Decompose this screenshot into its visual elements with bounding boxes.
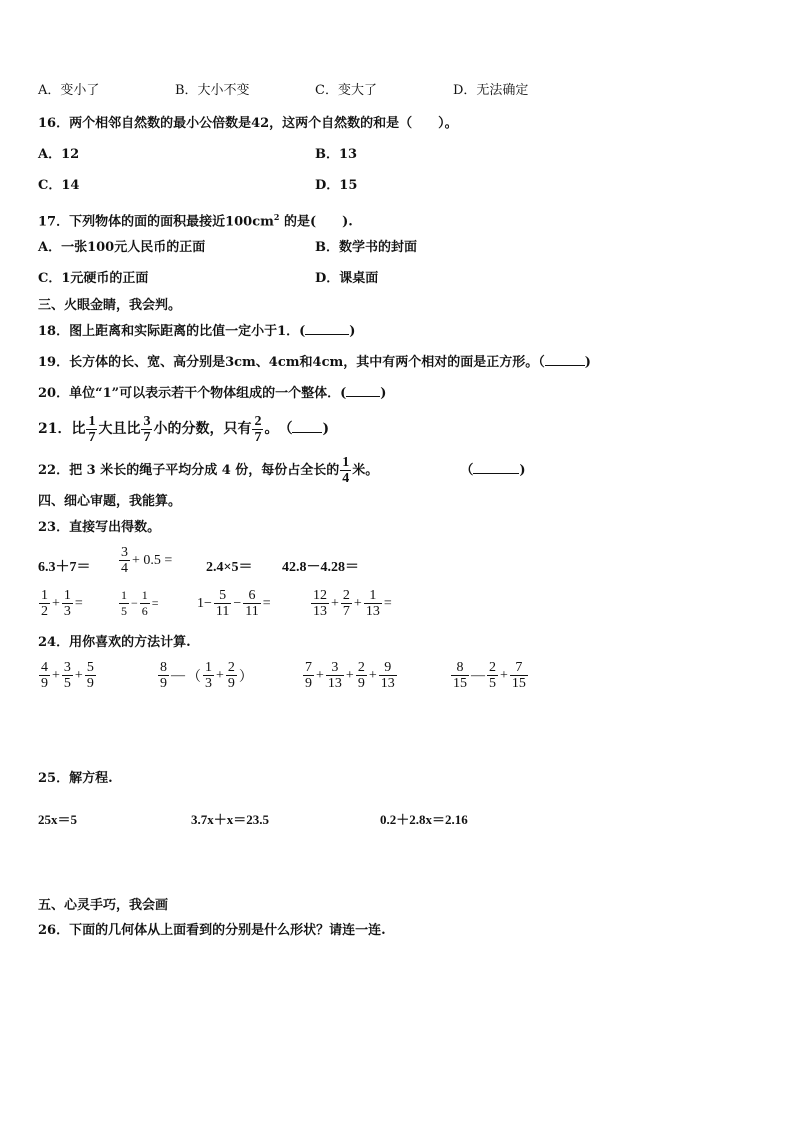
section-5-heading: 五、心灵手巧，我会画 [38,898,169,913]
q18-question: 18．图上距离和实际距离的比值一定小于1．( ) [38,324,356,339]
q24-expr-c: $\frac{7}{9}$ + $\frac{3}{13}$ + $\frac{2}{9}$ + $\frac{9}{13}$ [305,660,395,691]
section-4-heading: 四、细心审题，我能算。 [38,494,182,509]
q26-question: 26．下面的几何体从上面看到的分别是什么形状？请连一连. [38,923,386,938]
answer-blank[interactable] [473,461,519,474]
q20-question: 20．单位“1”可以表示若干个物体组成的一个整体．( ) [38,386,387,401]
q15-option-d: D．无法确定 [453,83,529,98]
fraction: $\frac{1}{4}$ [342,455,350,486]
q24-expr-a: $\frac{4}{9}$ + $\frac{3}{5}$ + $\frac{5}{9}$ [41,660,94,691]
q17-option-b: B．数学书的封面 [315,240,417,255]
q23-expr-7: 1− $\frac{5}{11}$ − $\frac{6}{11}$ = [197,588,271,619]
q15-option-b: B．大小不变 [175,83,250,98]
fraction: $\frac{3}{7}$ [143,413,151,445]
q17-question: 17．下列物体的面的面积最接近$100cm^2$ 的是( ). [38,212,353,230]
q16-option-c: C．14 [38,178,80,193]
q15-option-a: A．变小了 [38,83,100,98]
q25-equation-1: 25x＝5 [38,812,78,827]
answer-blank[interactable] [545,353,585,366]
q24-expr-b: $\frac{8}{9}$ — （ $\frac{1}{3}$ + $\frac{2}{9}$ ） [160,660,253,691]
q23-expr-3: 2.4×5＝ [206,560,253,575]
q23-expr-6: $\frac{1}{5}$ − $\frac{1}{6}$ = [121,588,159,618]
q25-equation-2: 3.7x＋x＝23.5 [191,812,270,827]
q22-question: 22．把 3 米长的绳子平均分成 4 份，每份占全长的 $\frac{1}{4}$ 米。 （ ) [38,455,526,486]
q23-expr-4: 42.8－4.28＝ [282,560,359,575]
q16-option-a: A．12 [38,147,80,162]
q23-expr-5: $\frac{1}{2}$ + $\frac{1}{3}$ = [41,588,83,619]
q17-option-a: A．一张100元人民币的正面 [38,240,206,255]
answer-blank[interactable] [305,322,349,335]
q23-title: 23．直接写出得数。 [38,520,161,535]
q25-equation-3: 0.2＋2.8x＝2.16 [380,812,468,827]
fraction: $\frac{2}{7}$ [254,413,262,445]
answer-blank[interactable] [346,384,380,397]
q23-expr-8: $\frac{12}{13}$ + $\frac{2}{7}$ + $\frac{1}{13}$ = [313,588,392,619]
q23-expr-2: $\frac{3}{4}$ + 0.5 = [121,545,173,576]
q25-title: 25．解方程. [38,771,113,786]
q19-question: 19．长方体的长、宽、高分别是3cm、4cm和4cm，其中有两个相对的面是正方形。（ ) [38,355,591,370]
q17-option-c: C．1元硬币的正面 [38,271,149,286]
q23-expr-1: 6.3＋7＝ [38,560,91,575]
fraction: $\frac{1}{7}$ [88,413,96,445]
q16-question: 16．两个相邻自然数的最小公倍数是42，这两个自然数的和是（ ）。 [38,116,458,131]
q24-title: 24．用你喜欢的方法计算. [38,635,191,650]
q15-option-c: C．变大了 [315,83,377,98]
q16-option-b: B．13 [315,147,358,162]
answer-blank[interactable] [292,420,322,433]
q21-question: 21．比 $\frac{1}{7}$ 大且比 $\frac{3}{7}$ 小的分数，只有 $\frac{2}{7}$ 。 （ ) [38,413,330,445]
section-3-heading: 三、火眼金睛，我会判。 [38,298,182,313]
q17-option-d: D．课桌面 [315,271,379,286]
q16-option-d: D．15 [315,178,358,193]
q24-expr-d: $\frac{8}{15}$ — $\frac{2}{5}$ + $\frac{7}{15}$ [453,660,526,691]
